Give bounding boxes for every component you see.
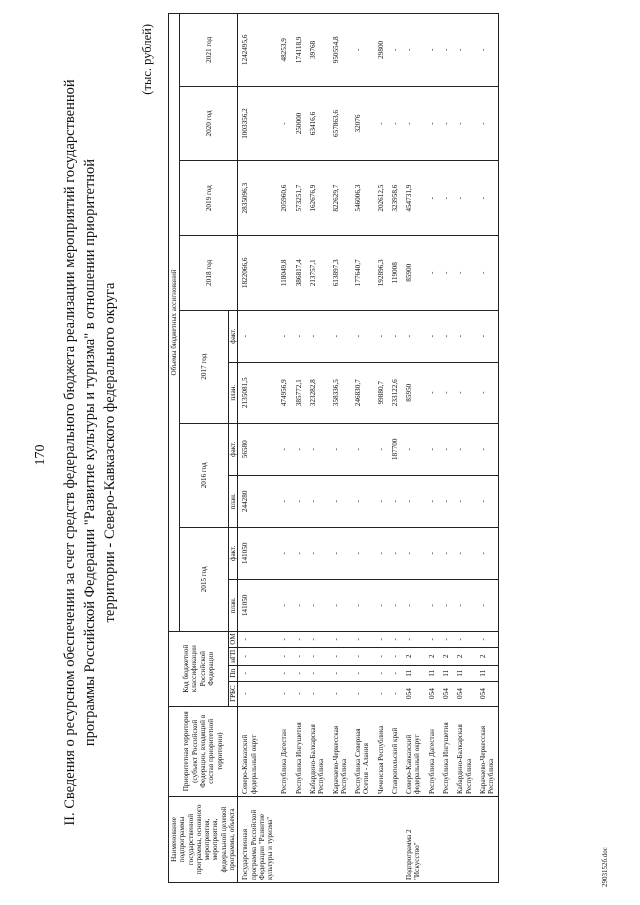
value-cell: - [292, 423, 306, 475]
code-pp: - [306, 665, 329, 681]
value-cell: - [388, 310, 402, 362]
code-grbs: - [374, 681, 388, 706]
value-cell: 141050 [238, 527, 278, 579]
header-year-2021: 2021 год [180, 14, 238, 87]
program [351, 797, 374, 883]
header-om: ОМ [229, 631, 238, 647]
value-cell: 250000 [292, 86, 306, 161]
code-grbs: 054 [402, 681, 425, 706]
value-cell: - [374, 423, 388, 475]
value-cell: - [402, 579, 425, 631]
header-plan: план. [229, 475, 238, 527]
value-cell: - [425, 235, 439, 310]
value-cell: 192896,3 [374, 235, 388, 310]
program [306, 797, 329, 883]
value-cell: - [292, 579, 306, 631]
code-grbs: - [388, 681, 402, 706]
code-om: - [238, 631, 278, 647]
value-cell: - [476, 161, 499, 236]
territory: Карачаево-Черкесская Республика [476, 706, 499, 797]
code-pp: 11 [425, 665, 439, 681]
value-cell: - [425, 362, 439, 423]
code-grbs: - [292, 681, 306, 706]
value-cell: - [439, 235, 453, 310]
value-cell: - [476, 579, 499, 631]
value-cell: 386817,4 [292, 235, 306, 310]
header-year-2017: 2017 год [180, 310, 229, 423]
code-pp: - [292, 665, 306, 681]
value-cell: 950554,8 [329, 14, 352, 87]
code-pp: - [329, 665, 352, 681]
code-ngp: 2 [439, 647, 453, 665]
header-year-2015: 2015 год [180, 527, 229, 631]
table-row [306, 14, 329, 883]
table-row [476, 14, 499, 883]
header-grbs: ГРБС [229, 681, 238, 706]
value-cell: - [306, 310, 329, 362]
header-year-2016: 2016 год [180, 423, 229, 527]
value-cell: - [351, 14, 374, 87]
units-label: (тыс. рублей) [140, 24, 154, 95]
header-name: Наименование подпрограммы государственной программы, основного мероприятия, мероприятия, федеральной целевой программы, объекта [169, 797, 238, 883]
code-ngp: - [292, 647, 306, 665]
table-body [238, 14, 499, 883]
territory: Республика Ингушетия [439, 706, 453, 797]
value-cell: 1822066,6 [238, 235, 278, 310]
code-grbs: - [238, 681, 278, 706]
value-cell: 385772,1 [292, 362, 306, 423]
value-cell: 323282,8 [306, 362, 329, 423]
territory: Кабардино-Балкарская Республика [453, 706, 476, 797]
value-cell: - [351, 475, 374, 527]
code-om: - [306, 631, 329, 647]
territory: Кабардино-Балкарская Республика [306, 706, 329, 797]
territory: Ставропольский край [388, 706, 402, 797]
value-cell: - [453, 579, 476, 631]
code-pp: - [374, 665, 388, 681]
value-cell: - [374, 475, 388, 527]
value-cell: - [329, 310, 352, 362]
value-cell: - [292, 310, 306, 362]
value-cell: 246830,7 [351, 362, 374, 423]
value-cell: 39768 [306, 14, 329, 87]
value-cell: - [439, 423, 453, 475]
title-line-2: программы Российской Федерации "Развитие культуры и туризма" в отношении приоритетной [82, 158, 98, 747]
value-cell: - [238, 310, 278, 362]
code-om: - [329, 631, 352, 647]
value-cell: - [306, 527, 329, 579]
value-cell: - [453, 161, 476, 236]
code-grbs: - [351, 681, 374, 706]
table-row [374, 14, 388, 883]
value-cell: - [329, 423, 352, 475]
program [388, 797, 402, 883]
table-row [238, 14, 278, 883]
code-pp: - [351, 665, 374, 681]
header-plan: план. [229, 362, 238, 423]
value-cell: - [453, 362, 476, 423]
header-code: Код бюджетной классификации Российской Федерации [169, 631, 229, 706]
value-cell: - [402, 14, 425, 87]
value-cell: - [292, 527, 306, 579]
table-row [453, 14, 476, 883]
value-cell: - [277, 579, 291, 631]
value-cell: 85900 [402, 235, 425, 310]
value-cell: - [277, 86, 291, 161]
value-cell: 822629,7 [329, 161, 352, 236]
value-cell: 358336,5 [329, 362, 352, 423]
value-cell: 244280 [238, 475, 278, 527]
value-cell: 2835096,3 [238, 161, 278, 236]
value-cell: - [476, 362, 499, 423]
value-cell: 1242495,6 [238, 14, 278, 87]
value-cell: - [277, 310, 291, 362]
program: Государственная программа Российской Федерации "Развитие культуры и туризма" [238, 797, 278, 883]
code-om: - [402, 631, 425, 647]
code-grbs: - [306, 681, 329, 706]
territory: Карачаево-Черкесская Республика [329, 706, 352, 797]
value-cell: - [425, 579, 439, 631]
value-cell: - [453, 86, 476, 161]
title-line-3: территории - Северо-Кавказского федерального округа [102, 282, 118, 623]
table-row [277, 14, 291, 883]
code-ngp: - [388, 647, 402, 665]
table-row [351, 14, 374, 883]
value-cell: 118049,8 [277, 235, 291, 310]
value-cell: 32076 [351, 86, 374, 161]
code-grbs: 054 [439, 681, 453, 706]
code-om: - [476, 631, 499, 647]
value-cell: 187700 [388, 423, 402, 475]
code-ngp: - [329, 647, 352, 665]
header-ngp: нГП [229, 647, 238, 665]
value-cell: - [388, 86, 402, 161]
code-om: - [425, 631, 439, 647]
value-cell: - [388, 527, 402, 579]
value-cell: - [476, 423, 499, 475]
code-ngp: - [238, 647, 278, 665]
value-cell: 119008 [388, 235, 402, 310]
page-number: 170 [33, 444, 48, 466]
header-year-2018: 2018 год [180, 235, 238, 310]
code-ngp: - [306, 647, 329, 665]
program [329, 797, 352, 883]
value-cell: 99880,7 [374, 362, 388, 423]
program [476, 797, 499, 883]
table-row [329, 14, 352, 883]
code-om: - [439, 631, 453, 647]
value-cell: - [476, 86, 499, 161]
value-cell: - [439, 527, 453, 579]
code-ngp: 2 [476, 647, 499, 665]
territory: Чеченская Республика [374, 706, 388, 797]
value-cell: 174118,9 [292, 14, 306, 87]
value-cell: - [388, 579, 402, 631]
value-cell: 474956,9 [277, 362, 291, 423]
footer-filename: 2903152б.doc [601, 847, 609, 887]
value-cell: - [306, 475, 329, 527]
value-cell: 657863,6 [329, 86, 352, 161]
value-cell: - [425, 527, 439, 579]
value-cell: - [351, 579, 374, 631]
value-cell: - [329, 475, 352, 527]
value-cell: - [402, 475, 425, 527]
code-om: - [351, 631, 374, 647]
code-om: - [453, 631, 476, 647]
value-cell: 202612,5 [374, 161, 388, 236]
value-cell: - [425, 310, 439, 362]
value-cell: - [329, 527, 352, 579]
value-cell: - [425, 14, 439, 87]
value-cell: - [476, 527, 499, 579]
value-cell: - [374, 86, 388, 161]
value-cell: - [425, 161, 439, 236]
value-cell: - [306, 423, 329, 475]
program: Подпрограмма 2 "Искусство" [402, 797, 425, 883]
header-plan: план. [229, 579, 238, 631]
value-cell: - [351, 423, 374, 475]
program [374, 797, 388, 883]
territory: Северо-Кавказский федеральный округ [238, 706, 278, 797]
code-grbs: 054 [453, 681, 476, 706]
program [453, 797, 476, 883]
code-pp: 11 [402, 665, 425, 681]
value-cell: 454731,9 [402, 161, 425, 236]
value-cell: 1003356,2 [238, 86, 278, 161]
value-cell: - [374, 579, 388, 631]
value-cell: - [374, 527, 388, 579]
program [292, 797, 306, 883]
value-cell: 546006,3 [351, 161, 374, 236]
program [277, 797, 291, 883]
value-cell: 233122,6 [388, 362, 402, 423]
value-cell: - [374, 310, 388, 362]
value-cell: - [476, 235, 499, 310]
code-om: - [292, 631, 306, 647]
value-cell: - [402, 527, 425, 579]
header-year-2019: 2019 год [180, 161, 238, 236]
value-cell: - [439, 579, 453, 631]
value-cell: - [453, 235, 476, 310]
code-ngp: - [351, 647, 374, 665]
value-cell: - [277, 527, 291, 579]
value-cell: - [351, 310, 374, 362]
value-cell: - [439, 14, 453, 87]
value-cell: - [476, 14, 499, 87]
value-cell: - [329, 579, 352, 631]
territory: Северо-Кавказский федеральный округ [402, 706, 425, 797]
header-pp: Пп [229, 665, 238, 681]
code-om: - [277, 631, 291, 647]
value-cell: 613897,3 [329, 235, 352, 310]
code-ngp: 2 [402, 647, 425, 665]
value-cell: - [292, 475, 306, 527]
value-cell: - [453, 475, 476, 527]
code-grbs: - [277, 681, 291, 706]
table-row [425, 14, 439, 883]
value-cell: - [453, 14, 476, 87]
value-cell: - [453, 423, 476, 475]
code-pp: - [238, 665, 278, 681]
code-pp: 11 [439, 665, 453, 681]
code-ngp: 2 [425, 647, 439, 665]
value-cell: - [439, 86, 453, 161]
table-row [292, 14, 306, 883]
header-year-2020: 2020 год [180, 86, 238, 161]
value-cell: - [439, 310, 453, 362]
header-fact: факт. [229, 310, 238, 362]
table-row [439, 14, 453, 883]
value-cell: 48253,9 [277, 14, 291, 87]
budget-table [168, 13, 499, 883]
value-cell: - [476, 475, 499, 527]
value-cell: 56580 [238, 423, 278, 475]
value-cell: - [402, 310, 425, 362]
code-grbs: 054 [476, 681, 499, 706]
value-cell: - [439, 475, 453, 527]
code-grbs: 054 [425, 681, 439, 706]
code-pp: - [277, 665, 291, 681]
value-cell: - [425, 86, 439, 161]
value-cell: - [277, 423, 291, 475]
value-cell: 323958,6 [388, 161, 402, 236]
program [439, 797, 453, 883]
code-ngp: - [277, 647, 291, 665]
value-cell: - [425, 423, 439, 475]
table-row [402, 14, 425, 883]
territory: Республика Дагестан [277, 706, 291, 797]
code-ngp: 2 [453, 647, 476, 665]
code-om: - [388, 631, 402, 647]
header-fact: факт. [229, 527, 238, 579]
value-cell: 573251,7 [292, 161, 306, 236]
value-cell: 162676,9 [306, 161, 329, 236]
header-volumes: Объемы бюджетных ассигнований [169, 14, 180, 632]
value-cell: - [277, 475, 291, 527]
territory: Республика Дагестан [425, 706, 439, 797]
value-cell: - [453, 527, 476, 579]
value-cell: - [388, 14, 402, 87]
value-cell: - [306, 579, 329, 631]
program [425, 797, 439, 883]
value-cell: - [388, 475, 402, 527]
code-pp: - [388, 665, 402, 681]
table-row [388, 14, 402, 883]
value-cell: 85950 [402, 362, 425, 423]
value-cell: 29800 [374, 14, 388, 87]
value-cell: 177640,7 [351, 235, 374, 310]
code-om: - [374, 631, 388, 647]
territory: Республика Ингушетия [292, 706, 306, 797]
header-fact: факт. [229, 423, 238, 475]
title-line-1: II. Сведения о ресурсном обеспечении за счет средств федерального бюджета реализации мероприятий государственной [62, 79, 78, 826]
value-cell: - [476, 310, 499, 362]
code-grbs: - [329, 681, 352, 706]
value-cell: 205960,6 [277, 161, 291, 236]
header-territory: Приоритетная территория (субъект Российской Федерации, входящий в состав приоритетной территории) [169, 706, 238, 797]
value-cell: 141050 [238, 579, 278, 631]
value-cell: - [439, 161, 453, 236]
value-cell: - [439, 362, 453, 423]
value-cell: 2135081,5 [238, 362, 278, 423]
value-cell: - [425, 475, 439, 527]
value-cell: 213757,1 [306, 235, 329, 310]
code-pp: 11 [476, 665, 499, 681]
value-cell: - [402, 423, 425, 475]
territory: Республика Северная Осетия - Алания [351, 706, 374, 797]
value-cell: - [453, 310, 476, 362]
value-cell: - [351, 527, 374, 579]
code-pp: 11 [453, 665, 476, 681]
code-ngp: - [374, 647, 388, 665]
value-cell: - [402, 86, 425, 161]
value-cell: 63416,6 [306, 86, 329, 161]
